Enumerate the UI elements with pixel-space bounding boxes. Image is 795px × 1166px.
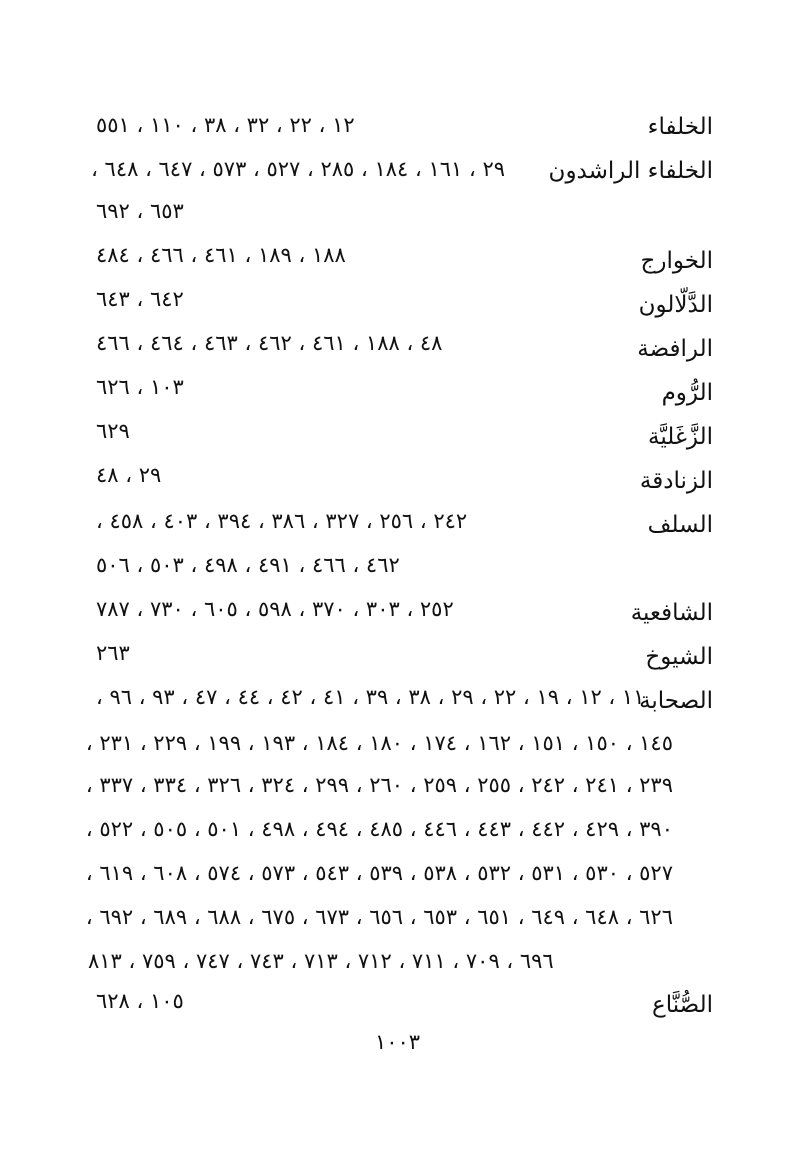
index-term: الخلفاء: [647, 114, 713, 140]
index-term: الزنادقة: [639, 468, 713, 494]
page-number: ١٠٠٣: [374, 1030, 421, 1054]
page-refs: ١٠٣ ، ٦٢٦: [96, 375, 184, 399]
page-refs: ٢٥٢ ، ٣٠٣ ، ٣٧٠ ، ٥٩٨ ، ٦٠٥ ، ٧٣٠ ، ٧٨٧: [96, 597, 454, 621]
page-refs: ٢٦٣: [96, 641, 130, 665]
page-refs: ٦٩٦ ، ٧٠٩ ، ٧١١ ، ٧١٢ ، ٧١٣ ، ٧٤٣ ، ٧٤٧ ، ٧٥٩ ، ٨١٣: [88, 949, 554, 973]
index-term: الصحابة: [639, 688, 713, 714]
page-refs: ٦٢٦ ، ٦٤٨ ، ٦٤٩ ، ٦٥١ ، ٦٥٣ ، ٦٥٦ ، ٦٧٣ ، ٦٧٥ ، ٦٨٨ ، ٦٨٩ ، ٦٩٢ ،: [85, 905, 673, 929]
page-refs: ١٨٨ ، ١٨٩ ، ٤٦١ ، ٤٦٦ ، ٤٨٤: [96, 243, 346, 267]
index-term: السلف: [647, 512, 713, 538]
index-term: الرُّوم: [661, 380, 713, 406]
page-refs: ٢٩ ، ٤٨: [96, 463, 162, 487]
page-refs: ٣٩٠ ، ٤٢٩ ، ٤٤٢ ، ٤٤٣ ، ٤٤٦ ، ٤٨٥ ، ٤٩٤ ، ٤٩٨ ، ٥٠١ ، ٥٠٥ ، ٥٢٢ ،: [85, 817, 673, 841]
index-term: الشيوخ: [645, 644, 713, 670]
index-term: الرافضة: [637, 336, 713, 362]
page-refs: ٤٦٢ ، ٤٦٦ ، ٤٩١ ، ٤٩٨ ، ٥٠٣ ، ٥٠٦: [96, 553, 400, 577]
index-term: الخوارج: [640, 248, 713, 274]
page-refs: ٢٤٢ ، ٢٥٦ ، ٣٢٧ ، ٣٨٦ ، ٣٩٤ ، ٤٠٣ ، ٤٥٨ ،: [96, 509, 468, 533]
page-refs: ٦٢٩: [96, 419, 130, 443]
page-refs: ٢٣٩ ، ٢٤١ ، ٢٤٢ ، ٢٥٥ ، ٢٥٩ ، ٢٦٠ ، ٢٩٩ ، ٣٢٤ ، ٣٢٦ ، ٣٣٤ ، ٣٣٧ ،: [85, 773, 673, 797]
page-refs: ٢٩ ، ١٦١ ، ١٨٤ ، ٢٨٥ ، ٥٢٧ ، ٥٧٣ ، ٦٤٧ ، ٦٤٨ ،: [91, 157, 505, 181]
index-term: الخلفاء الراشدون: [548, 158, 713, 184]
page-refs: ٥٢٧ ، ٥٣٠ ، ٥٣١ ، ٥٣٢ ، ٥٣٨ ، ٥٣٩ ، ٥٤٣ ، ٥٧٣ ، ٥٧٤ ، ٦٠٨ ، ٦١٩ ،: [85, 861, 673, 885]
index-term: الزَّغَليَّة: [647, 424, 713, 450]
page-refs: ١٠٥ ، ٦٢٨: [96, 989, 184, 1013]
page-refs: ٤٨ ، ١٨٨ ، ٤٦١ ، ٤٦٢ ، ٤٦٣ ، ٤٦٤ ، ٤٦٦: [96, 331, 443, 355]
index-term: الدَّلّالون: [638, 292, 713, 318]
index-term: الصُّنَّاع: [651, 992, 713, 1018]
page-refs: ٦٤٢ ، ٦٤٣: [96, 287, 184, 311]
page-refs: ١٤٥ ، ١٥٠ ، ١٥١ ، ١٦٢ ، ١٧٤ ، ١٨٠ ، ١٨٤ ، ١٩٣ ، ١٩٩ ، ٢٢٩ ، ٢٣١ ،: [85, 731, 673, 755]
page-refs: ٦٥٣ ، ٦٩٢: [96, 199, 184, 223]
page-refs: ١١ ، ١٢ ، ١٩ ، ٢٢ ، ٢٩ ، ٣٨ ، ٣٩ ، ٤١ ، ٤٢ ، ٤٤ ، ٤٧ ، ٩٣ ، ٩٦ ،: [96, 685, 645, 709]
page-refs: ١٢ ، ٢٢ ، ٣٢ ، ٣٨ ، ١١٠ ، ٥٥١: [96, 113, 355, 137]
index-term: الشافعية: [630, 600, 713, 626]
